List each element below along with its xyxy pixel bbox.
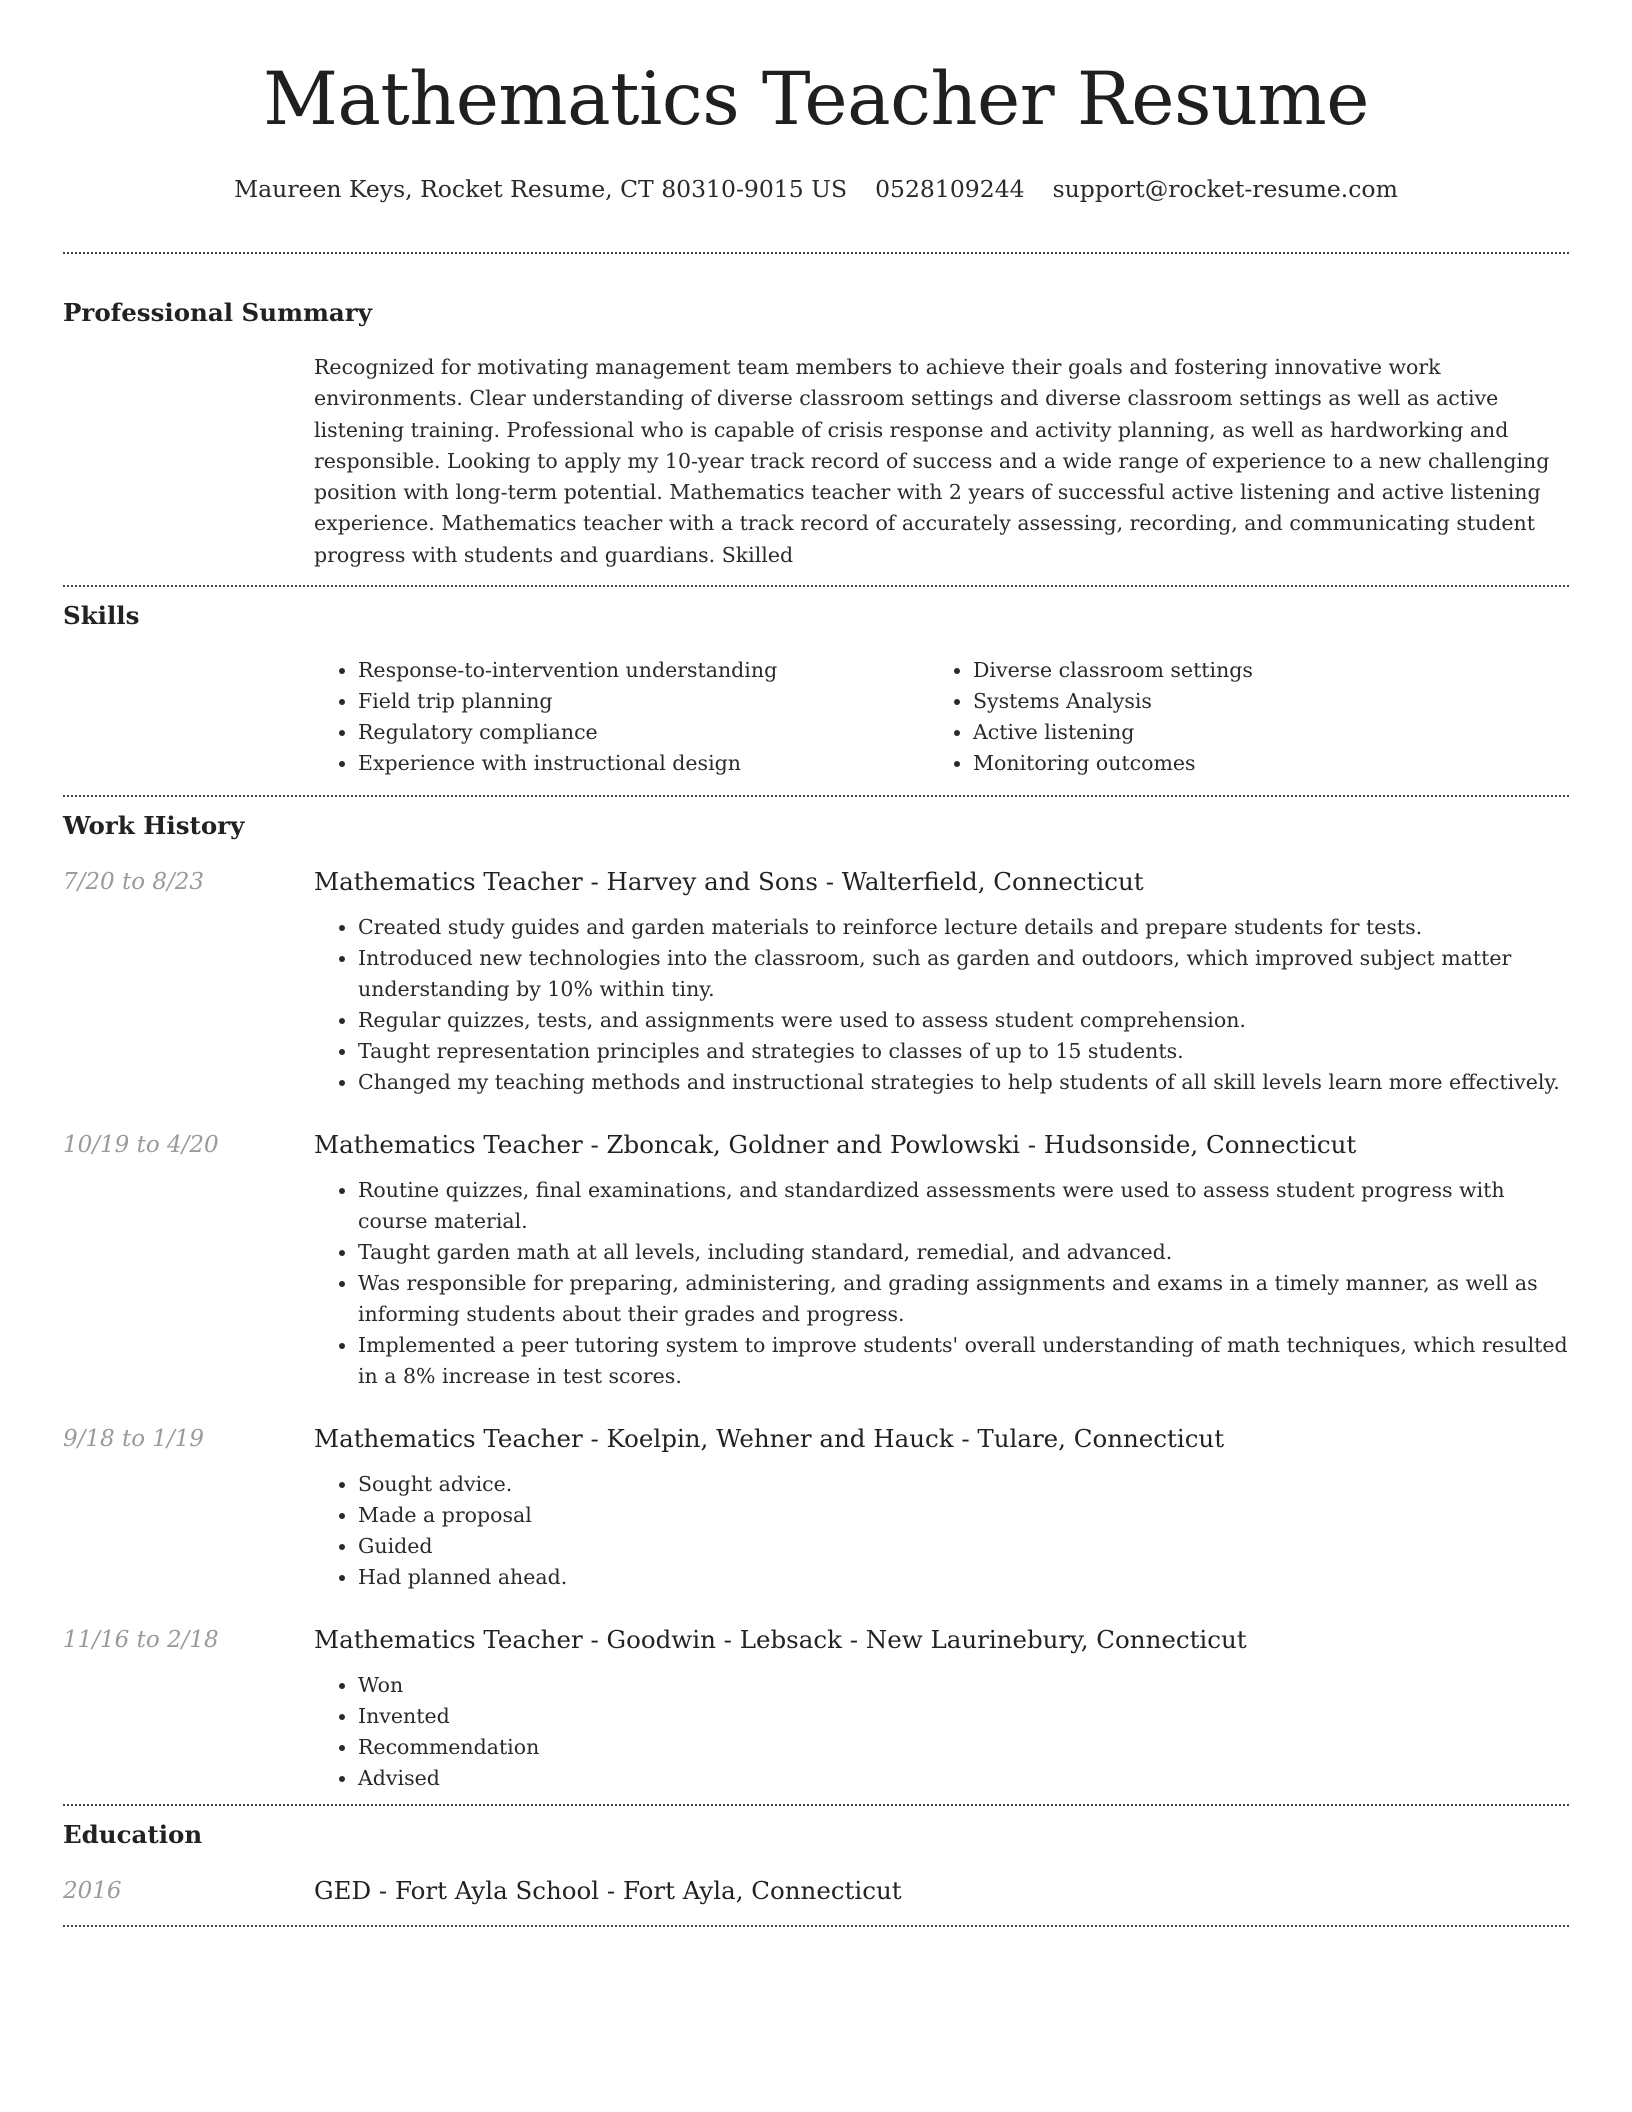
divider (63, 585, 1569, 587)
education-year: 2016 (63, 1878, 122, 1905)
list-item: • Had planned ahead. (358, 1562, 1569, 1593)
job-details (314, 1623, 1569, 1794)
summary-text: Recognized for motivating management team members to achieve their goals and fostering innovative work environments. Clear understanding of diverse classroom settings and diverse classroom settings as well as active listening training. Professional who is capable of crisis response and activity planning, as well as hardworking and responsible. Looking to apply my 10-year track record of success and a wide range of experience to a new challenging position with long-term potential. Mathematics teacher with 2 years of successful active listening and active listening experience. Mathematics teacher with a track record of accurately assessing, recording, and communicating student progress with students and guardians. Skilled (314, 355, 1550, 567)
job-dates: 11/16 to 2/18 (63, 1627, 219, 1654)
job-details (314, 1422, 1569, 1593)
list-item: • Created study guides and garden materials to reinforce lecture details and prepare students for tests. (358, 912, 1569, 943)
job-details (314, 865, 1569, 1098)
job-entry (63, 865, 1569, 1098)
list-item: • Taught garden math at all levels, including standard, remedial, and advanced. (358, 1237, 1569, 1268)
divider (63, 795, 1569, 797)
education-entry (63, 1874, 1569, 1908)
contact-address: Maureen Keys, Rocket Resume, CT 80310-9015 US (234, 175, 848, 203)
skills-list (314, 655, 1569, 779)
divider (63, 1804, 1569, 1806)
job-heading: Mathematics Teacher - Zboncak, Goldner and Powlowski - Hudsonside, Connecticut (314, 1130, 1357, 1160)
job-heading: Mathematics Teacher - Goodwin - Lebsack - New Laurinebury, Connecticut (314, 1625, 1247, 1655)
job-dates: 9/18 to 1/19 (63, 1426, 205, 1453)
skill-item: • Experience with instructional design (358, 748, 929, 779)
skill-item: • Diverse classroom settings (973, 655, 1569, 686)
job-dates: 10/19 to 4/20 (63, 1132, 219, 1159)
list-item: • Changed my teaching methods and instructional strategies to help students of all skill levels learn more effectively. (358, 1067, 1569, 1098)
list-item: • Advised (358, 1763, 1569, 1794)
contact-line (63, 172, 1569, 206)
job-heading: Mathematics Teacher - Harvey and Sons - Walterfield, Connecticut (314, 867, 1144, 897)
list-item: • Invented (358, 1701, 1569, 1732)
list-item: • Won (358, 1670, 1569, 1701)
job-entry (63, 1422, 1569, 1593)
skills-column-left (314, 655, 929, 779)
job-bullets (314, 1469, 1569, 1593)
skill-item: • Field trip planning (358, 686, 929, 717)
skill-item: • Systems Analysis (973, 686, 1569, 717)
job-dates: 7/20 to 8/23 (63, 869, 205, 896)
list-item: • Guided (358, 1531, 1569, 1562)
job-details (314, 1128, 1569, 1392)
skill-item: • Monitoring outcomes (973, 748, 1569, 779)
job-bullets (314, 912, 1569, 1098)
skills-column-right (929, 655, 1569, 779)
skills-heading: Skills (63, 601, 140, 631)
divider (63, 252, 1569, 254)
job-bullets (314, 1670, 1569, 1794)
list-item: • Made a proposal (358, 1500, 1569, 1531)
work-history-heading: Work History (63, 811, 245, 841)
list-item: • Routine quizzes, final examinations, and standardized assessments were used to assess student progress with course material. (358, 1175, 1569, 1237)
list-item: • Was responsible for preparing, administering, and grading assignments and exams in a timely manner, as well as informing students about their grades and progress. (358, 1268, 1569, 1330)
job-entry (63, 1128, 1569, 1392)
summary-heading: Professional Summary (63, 298, 372, 327)
job-heading: Mathematics Teacher - Koelpin, Wehner and Hauck - Tulare, Connecticut (314, 1424, 1225, 1454)
job-bullets (314, 1175, 1569, 1392)
skill-item: • Regulatory compliance (358, 717, 929, 748)
education-heading: Education (63, 1820, 203, 1850)
divider (63, 1925, 1569, 1927)
job-entry (63, 1623, 1569, 1794)
list-item: • Recommendation (358, 1732, 1569, 1763)
list-item: • Sought advice. (358, 1469, 1569, 1500)
list-item: • Introduced new technologies into the classroom, such as garden and outdoors, which improved subject matter understanding by 10% within tiny. (358, 943, 1569, 1005)
resume-title: Mathematics Teacher Resume (263, 57, 1369, 142)
list-item: • Regular quizzes, tests, and assignments were used to assess student comprehension. (358, 1005, 1569, 1036)
skill-item: • Response-to-intervention understanding (358, 655, 929, 686)
list-item: • Implemented a peer tutoring system to improve students' overall understanding of math techniques, which resulted in a 8% increase in test scores. (358, 1330, 1569, 1392)
contact-phone: 0528109244 (875, 175, 1025, 203)
education-details: GED - Fort Ayla School - Fort Ayla, Connecticut (314, 1876, 902, 1906)
list-item: • Taught representation principles and strategies to classes of up to 15 students. (358, 1036, 1569, 1067)
skill-item: • Active listening (973, 717, 1569, 748)
contact-email: support@rocket-resume.com (1052, 175, 1398, 203)
